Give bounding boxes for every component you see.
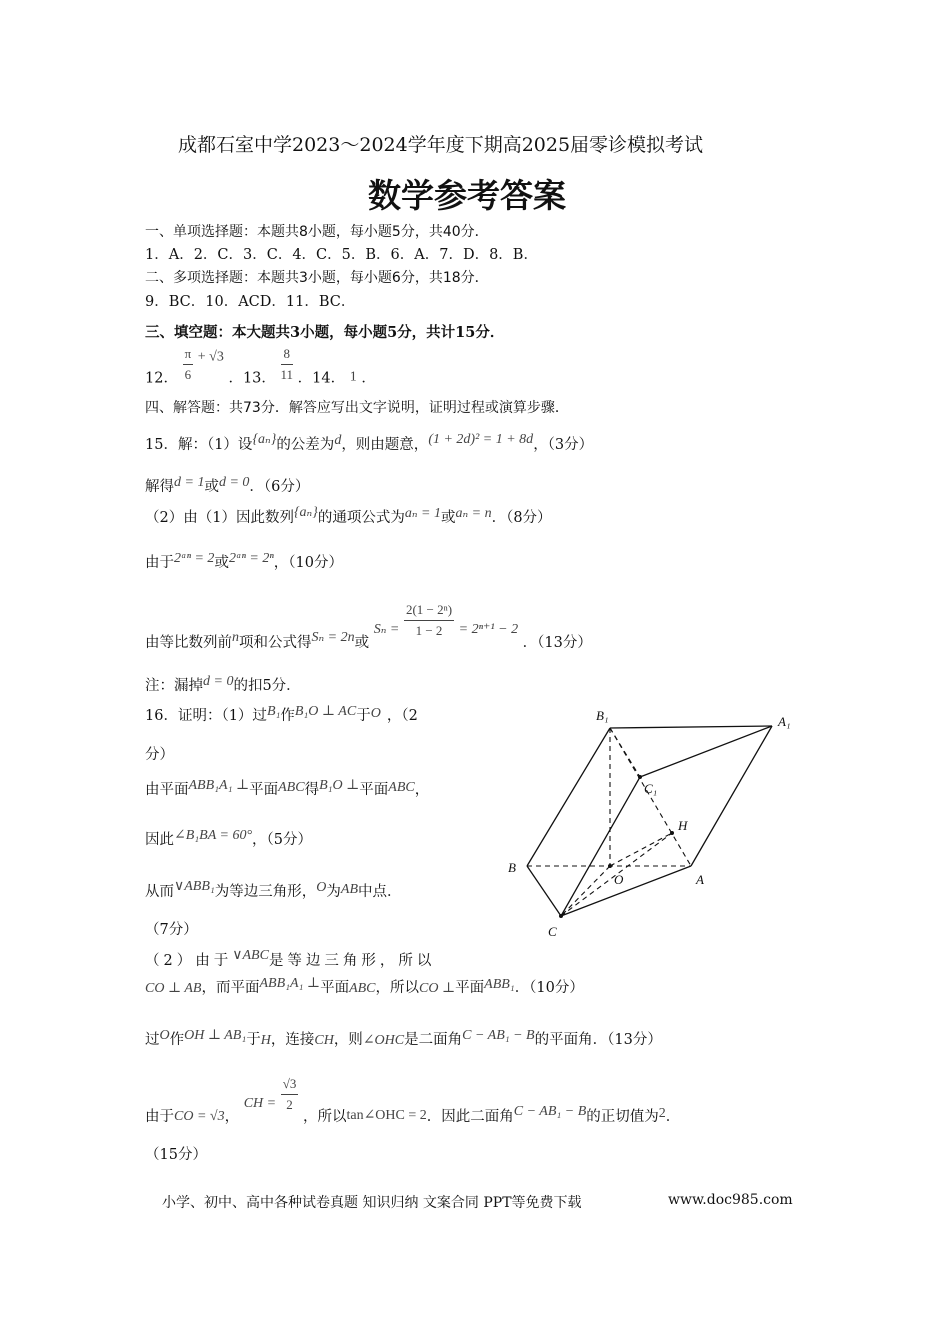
text: 或 [214,555,229,571]
text: ，而平面 [201,980,260,996]
q15-line-1 [145,430,593,455]
text: 或 [354,634,370,651]
math: (1 + 2d)² = 1 + 8d [428,432,534,447]
q12-den: 6 [184,367,192,382]
math: d = 0 [203,674,234,689]
section-4-heading: 四、解答题：共73分．解答应写出文字说明，证明过程或演算步骤． [145,400,569,416]
text: 的公差为 [276,437,335,453]
text: 因此 [145,832,174,848]
score: ，（10分） [273,555,343,571]
q16-ch-fraction [281,1074,299,1115]
math: n [232,629,239,645]
page-title: 数学参考答案 [368,176,566,215]
fill-end: ． [361,370,376,387]
math: ∠B₁BA = 60° [174,828,253,843]
text: 注：漏掉 [145,678,203,694]
text: 或 [440,510,456,526]
text: 平面 [249,782,279,798]
math: ABC [388,780,415,795]
label-a: A [696,872,704,887]
text: ，所以 [302,1108,347,1125]
text: 解得 [145,479,174,495]
math: CO ⊥ AB [145,981,202,996]
q13-num: 8 [281,344,294,365]
math: √3 [281,1074,299,1095]
math: ABC [349,981,376,996]
section-2-heading: 二、多项选择题：本题共3小题，每小题6分，共18分． [145,270,489,286]
math: d [334,433,342,448]
point-c [559,914,563,918]
math: CH [314,1033,334,1048]
text: 平面 [455,980,485,996]
math: ABB₁A₁ ⊥ [188,778,250,793]
section-1-answers: 1．A．2．C．3．C．4．C．5．B．6．A．7．D．8．B． [145,247,538,263]
math: C − AB₁ − B [462,1028,535,1043]
math: aₙ = n [455,506,492,521]
math: ABC [278,780,305,795]
text: ，则 [333,1032,363,1048]
math: B₁ [266,704,281,719]
q15-line-2 [145,473,309,497]
text: ． [665,1108,681,1125]
q16-line-4 [145,877,402,902]
q14-answer: 1 [349,369,357,385]
math: B₁O ⊥ [319,778,360,793]
section-1-heading: 一、单项选择题：本题共8小题，每小题5分，共40分． [145,224,489,240]
prism-figure [500,700,800,940]
q12-fraction [183,344,194,385]
label-o: O [614,872,624,887]
math: 2ᵃⁿ = 2ⁿ [228,551,274,566]
point-h [670,831,674,835]
q12-num: π [183,344,194,365]
q16-line-7 [145,1026,662,1051]
text: 为 [326,884,341,900]
q16-line-1-score-cont: 分） [145,747,174,763]
text: 或 [204,479,219,495]
text: 由等比数列前 [145,634,232,651]
score: ．（8分） [491,510,552,526]
math: Sₙ = [373,621,400,637]
math: tan∠OHC = 2 [346,1107,427,1123]
text: 的通项公式为 [317,510,405,526]
math: AB [340,882,359,897]
text: 的正切值为 [586,1108,659,1125]
text: 由平面 [145,782,189,798]
math: H [260,1033,271,1048]
label-c: C [548,924,557,939]
math: aₙ = 1 [404,506,441,521]
math: ∨ABC [232,948,269,963]
q15-line-3 [145,503,552,528]
text: 由于 [145,555,174,571]
math: O [370,706,381,721]
math: O [159,1028,170,1043]
q16-score-7: （7分） [145,922,198,938]
edge-b-c [527,866,561,916]
section-3-heading: 三、填空题：本大题共3小题，每小题5分，共计15分． [145,324,505,341]
text: 平面 [359,782,389,798]
math: ABB₁ [484,977,515,992]
q13-den: 11 [280,367,294,382]
text: 平面 [320,980,350,996]
label-c1: C₁ [644,781,658,796]
q16-line-3 [145,826,312,850]
text: 得 [304,782,320,798]
footer-left: 小学、初中、高中各种试卷真题 知识归纳 文案合同 PPT等免费下载 [162,1195,582,1211]
score: ，（5分） [252,832,313,848]
text: ， [414,782,430,798]
text: 是二面角 [404,1032,463,1048]
q13-fraction [281,344,294,385]
score: ，（3分） [533,437,594,453]
text: 从而 [145,884,174,900]
text: 项和公式得 [239,634,312,651]
math: {aₙ} [252,432,277,447]
math: d = 0 [218,475,250,490]
math: C − AB₁ − B [513,1103,587,1119]
q16-line-5 [145,946,435,971]
edge-b1-b [527,728,610,866]
math: d = 1 [174,475,205,490]
q15-sum-fraction [404,600,454,641]
q16-score-15: （15分） [145,1147,207,1163]
math: ∠OHC [362,1033,405,1048]
text: 由于 [145,1108,174,1125]
q14-number: ．14． [297,370,346,387]
text: 作 [280,708,295,724]
text: ．因此二面角 [426,1108,514,1125]
text: ，连接 [270,1032,315,1048]
q16-line-8 [145,1068,681,1125]
text: （2）由（1）因此数列 [145,510,294,526]
edge-o-h [610,833,672,866]
q13-number: ．13． [228,370,276,387]
score: ，（2 [386,708,418,724]
math: CH = [243,1095,277,1111]
q16-line-1 [145,702,418,726]
text: 的扣5分． [233,678,301,694]
text: ，则由题意， [341,437,429,453]
math: ∨ABB₁ [174,879,215,894]
label-a1: A₁ [778,714,791,729]
text: 于 [356,708,371,724]
math: OH ⊥ AB₁ [184,1028,247,1043]
point-c1 [638,775,642,779]
math: 2 [286,1097,293,1112]
text: 作 [169,1032,185,1048]
section-2-answers: 9．BC．10．ACD．11．BC． [145,294,356,310]
q16-line-2 [145,776,429,800]
footer-right: www.doc985.com [668,1192,793,1208]
text: 中点． [358,884,402,900]
edge-c-a [561,866,691,916]
text: （2）由于 [145,953,233,969]
text: ， [224,1108,240,1125]
label-b: B [508,860,516,875]
math: O [316,880,327,895]
math: {aₙ} [293,505,318,520]
math: CO = √3 [174,1108,225,1124]
math: ABB₁A₁ ⊥ [259,976,321,991]
fill-answers [145,344,376,389]
text: 16．证明：（1）过 [145,708,267,724]
q16-line-6 [145,974,584,999]
label-h: H [678,818,688,833]
math: 2 [658,1105,666,1121]
point-o [608,864,612,868]
score: ．（10分） [514,980,584,996]
math: 2(1 − 2ⁿ) [404,600,454,621]
text: 为等边三角形， [214,884,317,900]
edge-c1-c [561,777,640,916]
text: 的平面角．（13分） [534,1032,662,1048]
score: ．（6分） [249,479,310,495]
q15-line-4 [145,549,343,573]
exam-subtitle: 成都石室中学2023～2024学年度下期高2025届零诊模拟考试 [178,134,704,156]
edge-a1-a [691,726,772,866]
math: CO ⊥ [419,981,456,996]
edge-b1-a1 [610,726,772,728]
math: = 2ⁿ⁺¹ − 2 [458,621,519,637]
q15-note [145,672,301,696]
text: 于 [246,1032,261,1048]
math: 2ᵃⁿ = 2 [174,551,215,566]
score: ．（13分） [522,634,592,651]
q12-rest: + √3 [197,349,224,365]
math: B₁O ⊥ AC [294,704,357,719]
text: 是等边三角形，所以 [268,953,436,969]
text: ，所以 [375,980,420,996]
q15-line-5 [145,596,592,651]
text: 过 [145,1032,160,1048]
q12-number: 12． [145,370,178,387]
text: 15．解：（1）设 [145,437,253,453]
math: Sₙ = 2n [311,629,355,645]
label-b1: B₁ [596,708,609,723]
edge-a1-c1 [640,726,772,777]
math: 1 − 2 [415,623,443,638]
edge-b1-a [610,728,691,866]
